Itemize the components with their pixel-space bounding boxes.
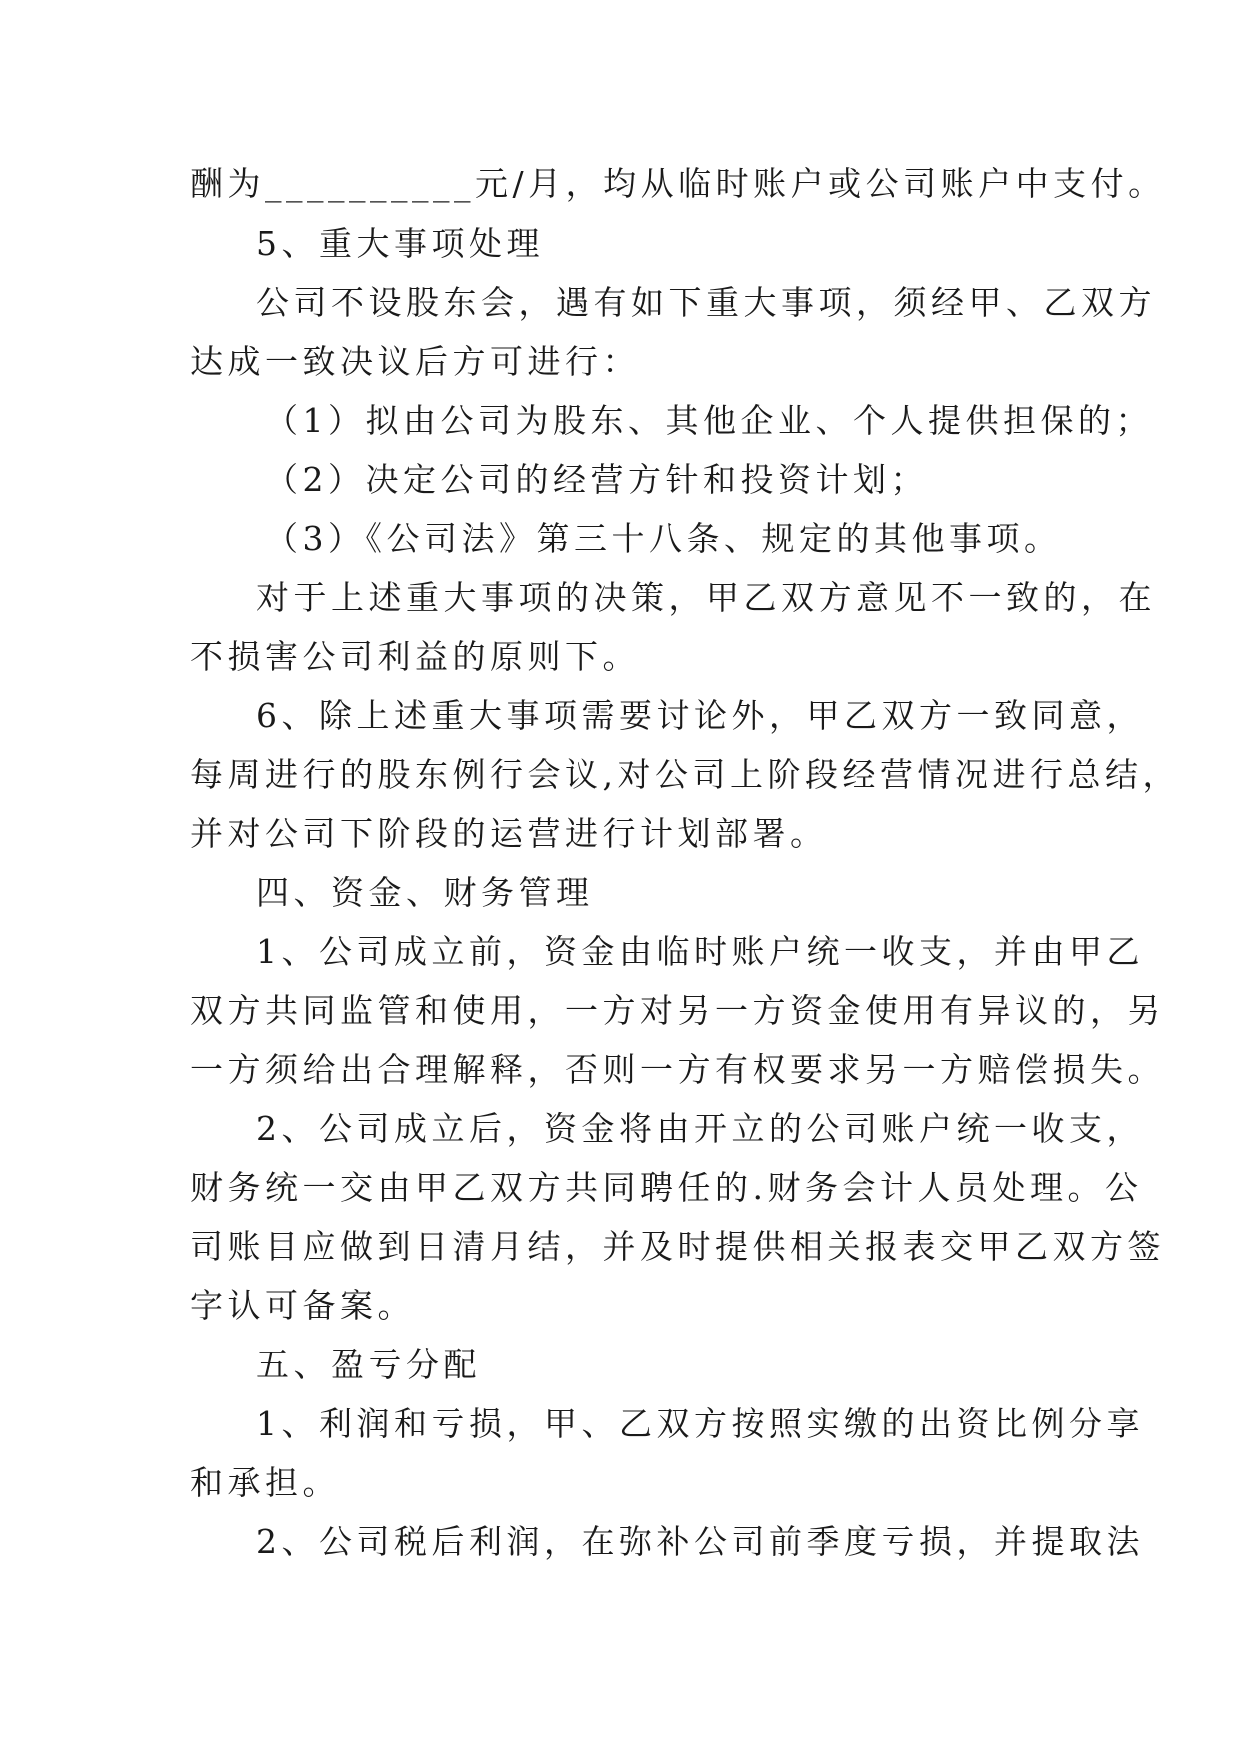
text-line: 公司不设股东会，遇有如下重大事项，须经甲、乙双方	[256, 283, 1156, 322]
section-heading: 四、资金、财务管理	[256, 873, 594, 912]
list-item: （2）决定公司的经营方针和投资计划；	[265, 460, 928, 499]
text-line: 一方须给出合理解释，否则一方有权要求另一方赔偿损失。	[190, 1050, 1165, 1089]
text-line: 1、利润和亏损，甲、乙双方按照实缴的出资比例分享	[256, 1404, 1144, 1443]
text-line: 双方共同监管和使用，一方对另一方资金使用有异议的，另	[190, 991, 1165, 1030]
text-line: 酬为__________元/月，均从临时账户或公司账户中支付。	[190, 164, 1166, 203]
text-line: 对于上述重大事项的决策，甲乙双方意见不一致的，在	[256, 578, 1156, 617]
text-line: 不损害公司利益的原则下。	[190, 637, 640, 676]
section-heading: 五、盈亏分配	[256, 1345, 481, 1384]
text-line: 字认可备案。	[190, 1286, 415, 1325]
text-line: 达成一致决议后方可进行：	[190, 342, 640, 381]
text-line: 财务统一交由甲乙双方共同聘任的.财务会计人员处理。公	[190, 1168, 1143, 1207]
text-line: 司账目应做到日清月结，并及时提供相关报表交甲乙双方签	[190, 1227, 1165, 1266]
text-line: 1、公司成立前，资金由临时账户统一收支，并由甲乙	[256, 932, 1144, 971]
text-line: 2、公司成立后，资金将由开立的公司账户统一收支，	[256, 1109, 1144, 1148]
text-line: 2、公司税后利润，在弥补公司前季度亏损，并提取法	[256, 1522, 1144, 1561]
text-line: 并对公司下阶段的运营进行计划部署。	[190, 814, 828, 853]
list-item: （3）《公司法》第三十八条、规定的其他事项。	[265, 519, 1062, 558]
text-line: 每周进行的股东例行会议,对公司上阶段经营情况进行总结，	[190, 755, 1180, 794]
section-heading: 5、重大事项处理	[256, 224, 544, 263]
text-line: 6、除上述重大事项需要讨论外，甲乙双方一致同意，	[256, 696, 1144, 735]
list-item: （1）拟由公司为股东、其他企业、个人提供担保的；	[265, 401, 1153, 440]
text-line: 和承担。	[190, 1463, 340, 1502]
